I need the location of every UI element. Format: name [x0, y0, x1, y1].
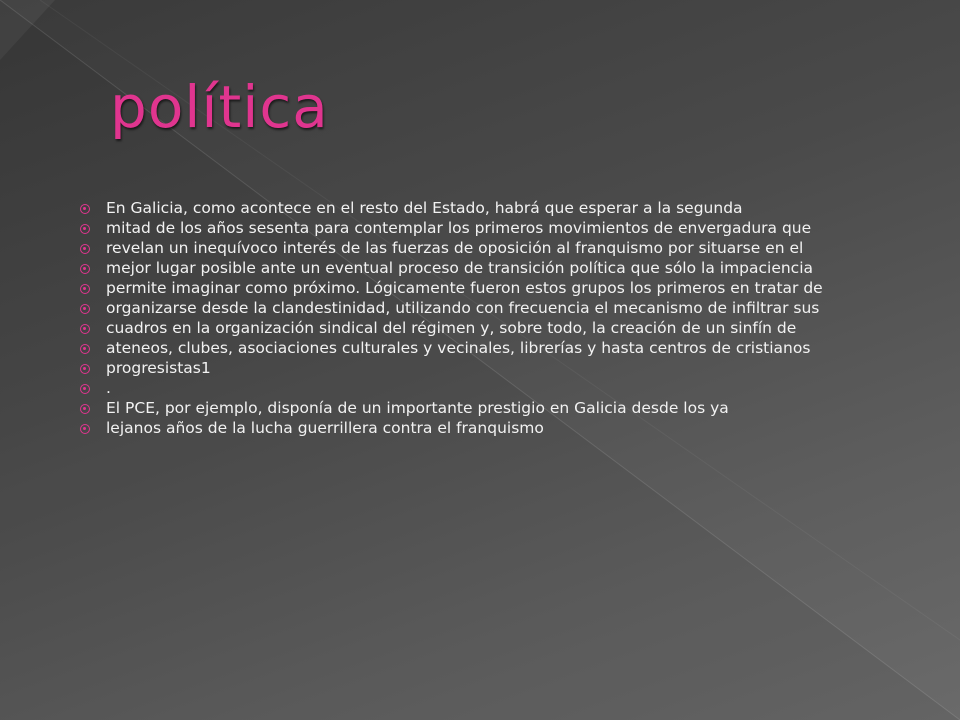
list-item-text: lejanos años de la lucha guerrillera contra el franquismo	[106, 419, 544, 437]
ring-bullet-icon	[80, 324, 90, 334]
ring-bullet-icon	[80, 424, 90, 434]
list-item	[80, 280, 910, 296]
list-item	[80, 340, 910, 356]
bullet-list	[80, 200, 910, 440]
list-item-text: .	[106, 379, 111, 397]
list-item-text: mitad de los años sesenta para contemplar los primeros movimientos de envergadura que	[106, 219, 812, 237]
list-item	[80, 300, 910, 316]
list-item	[80, 220, 910, 236]
ring-bullet-icon	[80, 224, 90, 234]
ring-bullet-icon	[80, 304, 90, 314]
list-item-text: ateneos, clubes, asociaciones culturales y vecinales, librerías y hasta centros de cristianos	[106, 339, 811, 357]
slide-title: política	[110, 73, 329, 141]
list-item-text: permite imaginar como próximo. Lógicamente fueron estos grupos los primeros en tratar de	[106, 279, 823, 297]
ring-bullet-icon	[80, 404, 90, 414]
list-item-text: organizarse desde la clandestinidad, utilizando con frecuencia el mecanismo de infiltrar sus	[106, 299, 820, 317]
ring-bullet-icon	[80, 204, 90, 214]
list-item	[80, 360, 910, 376]
list-item	[80, 320, 910, 336]
list-item	[80, 400, 910, 416]
list-item-text: progresistas1	[106, 359, 211, 377]
list-item	[80, 200, 910, 216]
list-item	[80, 380, 910, 396]
ring-bullet-icon	[80, 264, 90, 274]
list-item	[80, 420, 910, 436]
list-item-text: mejor lugar posible ante un eventual proceso de transición política que sólo la impaciencia	[106, 259, 814, 277]
list-item	[80, 240, 910, 256]
ring-bullet-icon	[80, 284, 90, 294]
list-item-text: revelan un inequívoco interés de las fuerzas de oposición al franquismo por situarse en el	[106, 239, 804, 257]
ring-bullet-icon	[80, 364, 90, 374]
ring-bullet-icon	[80, 244, 90, 254]
ring-bullet-icon	[80, 344, 90, 354]
list-item	[80, 260, 910, 276]
list-item-text: En Galicia, como acontece en el resto del Estado, habrá que esperar a la segunda	[106, 199, 743, 217]
list-item-text: cuadros en la organización sindical del régimen y, sobre todo, la creación de un sinfín de	[106, 319, 797, 337]
list-item-text: El PCE, por ejemplo, disponía de un importante prestigio en Galicia desde los ya	[106, 399, 729, 417]
ring-bullet-icon	[80, 384, 90, 394]
